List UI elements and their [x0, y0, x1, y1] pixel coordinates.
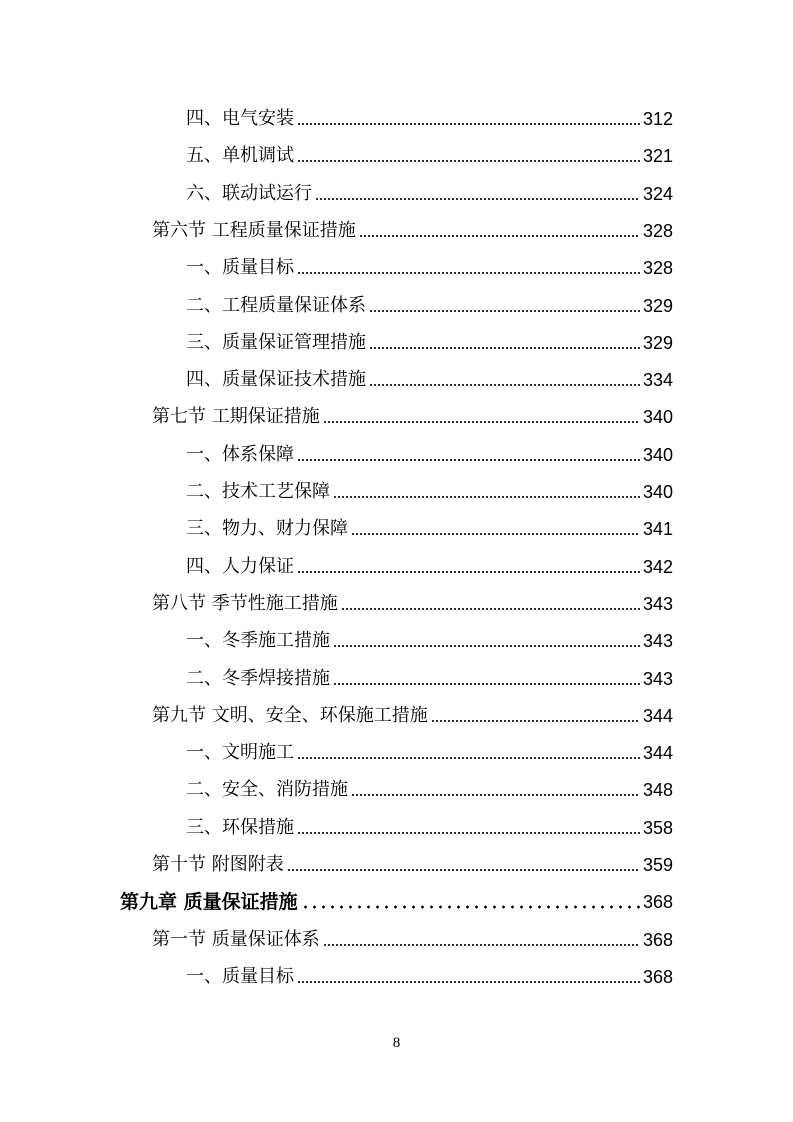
toc-entry-label: 一、冬季施工措施 [186, 630, 330, 651]
toc-dot-leader [351, 532, 640, 536]
toc-entry-page: 358 [642, 818, 673, 838]
toc-entry-label: 二、安全、消防措施 [186, 779, 348, 800]
toc-dot-leader [315, 197, 640, 201]
toc-subsection-entry[interactable] [186, 100, 673, 138]
toc-entry-page: 343 [642, 669, 673, 689]
toc-dot-leader [333, 644, 640, 648]
toc-dot-leader [359, 234, 640, 238]
toc-entry-label: 四、电气安装 [186, 108, 294, 129]
toc-entry-label: 第六节 工程质量保证措施 [152, 220, 356, 241]
toc-entry-page: 348 [642, 780, 673, 800]
toc-entry-page: 344 [642, 706, 673, 726]
toc-dot-leader [297, 122, 640, 126]
toc-dot-leader [287, 868, 640, 872]
toc-entry-page: 329 [642, 296, 673, 316]
toc-subsection-entry[interactable] [186, 473, 673, 511]
toc-section-entry[interactable] [152, 585, 673, 623]
toc-entry-label: 第一节 质量保证体系 [152, 929, 320, 950]
toc-dot-leader [297, 458, 640, 462]
toc-subsection-entry[interactable] [186, 361, 673, 399]
toc-entry-label: 一、质量目标 [186, 966, 294, 987]
toc-entry-page: 328 [642, 221, 673, 241]
toc-section-entry[interactable] [152, 212, 673, 250]
toc-dot-leader [333, 495, 640, 499]
toc-dot-leader [297, 756, 640, 760]
toc-entry-page: 340 [642, 445, 673, 465]
toc-entry-page: 340 [642, 407, 673, 427]
toc-subsection-entry[interactable] [186, 548, 673, 586]
toc-entry-page: 359 [642, 855, 673, 875]
toc-entry-label: 二、工程质量保证体系 [186, 295, 366, 316]
page-number: 8 [392, 1035, 401, 1051]
toc-subsection-entry[interactable] [186, 137, 673, 175]
toc-dot-leader [369, 309, 640, 313]
toc-section-entry[interactable] [152, 921, 673, 959]
toc-entry-label: 第九章 质量保证措施 [120, 891, 298, 913]
toc-entry-page: 341 [642, 519, 673, 539]
toc-entry-label: 一、体系保障 [186, 444, 294, 465]
toc-entry-label: 第七节 工期保证措施 [152, 406, 320, 427]
toc-dot-leader [297, 980, 640, 984]
toc-subsection-entry[interactable] [186, 622, 673, 660]
toc-subsection-entry[interactable] [186, 660, 673, 698]
toc-entry-page: 343 [642, 631, 673, 651]
toc-entry-page: 368 [642, 892, 673, 912]
toc-subsection-entry[interactable] [186, 510, 673, 548]
toc-entry-label: 第十节 附图附表 [152, 854, 284, 875]
toc-entry-label: 三、物力、财力保障 [186, 518, 348, 539]
toc-dot-leader [351, 793, 640, 797]
toc-subsection-entry[interactable] [186, 287, 673, 325]
toc-entry-page: 324 [642, 184, 673, 204]
toc-entry-label: 第八节 季节性施工措施 [152, 593, 338, 614]
toc-subsection-entry[interactable] [186, 324, 673, 362]
toc-entry-label: 四、质量保证技术措施 [186, 369, 366, 390]
toc-subsection-entry[interactable] [186, 734, 673, 772]
toc-entry-page: 368 [642, 930, 673, 950]
toc-entry-page: 340 [642, 482, 673, 502]
toc-dot-leader [323, 943, 640, 947]
toc-entry-page: 344 [642, 743, 673, 763]
toc-entry-label: 二、技术工艺保障 [186, 481, 330, 502]
toc-entry-label: 五、单机调试 [186, 145, 294, 166]
toc-dot-leader [301, 905, 640, 909]
toc-entry-page: 321 [642, 146, 673, 166]
toc-entry-label: 二、冬季焊接措施 [186, 668, 330, 689]
toc-dot-leader [333, 682, 640, 686]
toc-entry-label: 三、环保措施 [186, 817, 294, 838]
toc-entry-page: 334 [642, 370, 673, 390]
toc-entry-label: 一、文明施工 [186, 742, 294, 763]
toc-section-entry[interactable] [152, 846, 673, 884]
toc-subsection-entry[interactable] [186, 436, 673, 474]
toc-entry-page: 328 [642, 258, 673, 278]
toc-entry-label: 四、人力保证 [186, 556, 294, 577]
toc-subsection-entry[interactable] [186, 958, 673, 996]
toc-dot-leader [297, 570, 640, 574]
toc-chapter-entry[interactable] [120, 883, 673, 921]
toc-subsection-entry[interactable] [186, 249, 673, 287]
toc-dot-leader [369, 346, 640, 350]
toc-dot-leader [369, 383, 640, 387]
toc-entry-page: 342 [642, 557, 673, 577]
toc-dot-leader [323, 420, 640, 424]
toc-entry-page: 312 [642, 109, 673, 129]
toc-subsection-entry[interactable] [186, 175, 673, 213]
toc-dot-leader [431, 719, 640, 723]
toc-section-entry[interactable] [152, 398, 673, 436]
toc-dot-leader [341, 607, 640, 611]
toc-entry-label: 六、联动试运行 [186, 183, 312, 204]
toc-dot-leader [297, 159, 640, 163]
toc-entry-label: 三、质量保证管理措施 [186, 332, 366, 353]
toc-section-entry[interactable] [152, 697, 673, 735]
toc-dot-leader [297, 271, 640, 275]
toc-entry-page: 368 [642, 967, 673, 987]
toc-entry-label: 第九节 文明、安全、环保施工措施 [152, 705, 428, 726]
toc-subsection-entry[interactable] [186, 809, 673, 847]
toc-subsection-entry[interactable] [186, 771, 673, 809]
toc-entry-label: 一、质量目标 [186, 257, 294, 278]
toc-dot-leader [297, 831, 640, 835]
toc-entry-page: 329 [642, 333, 673, 353]
toc-entry-page: 343 [642, 594, 673, 614]
